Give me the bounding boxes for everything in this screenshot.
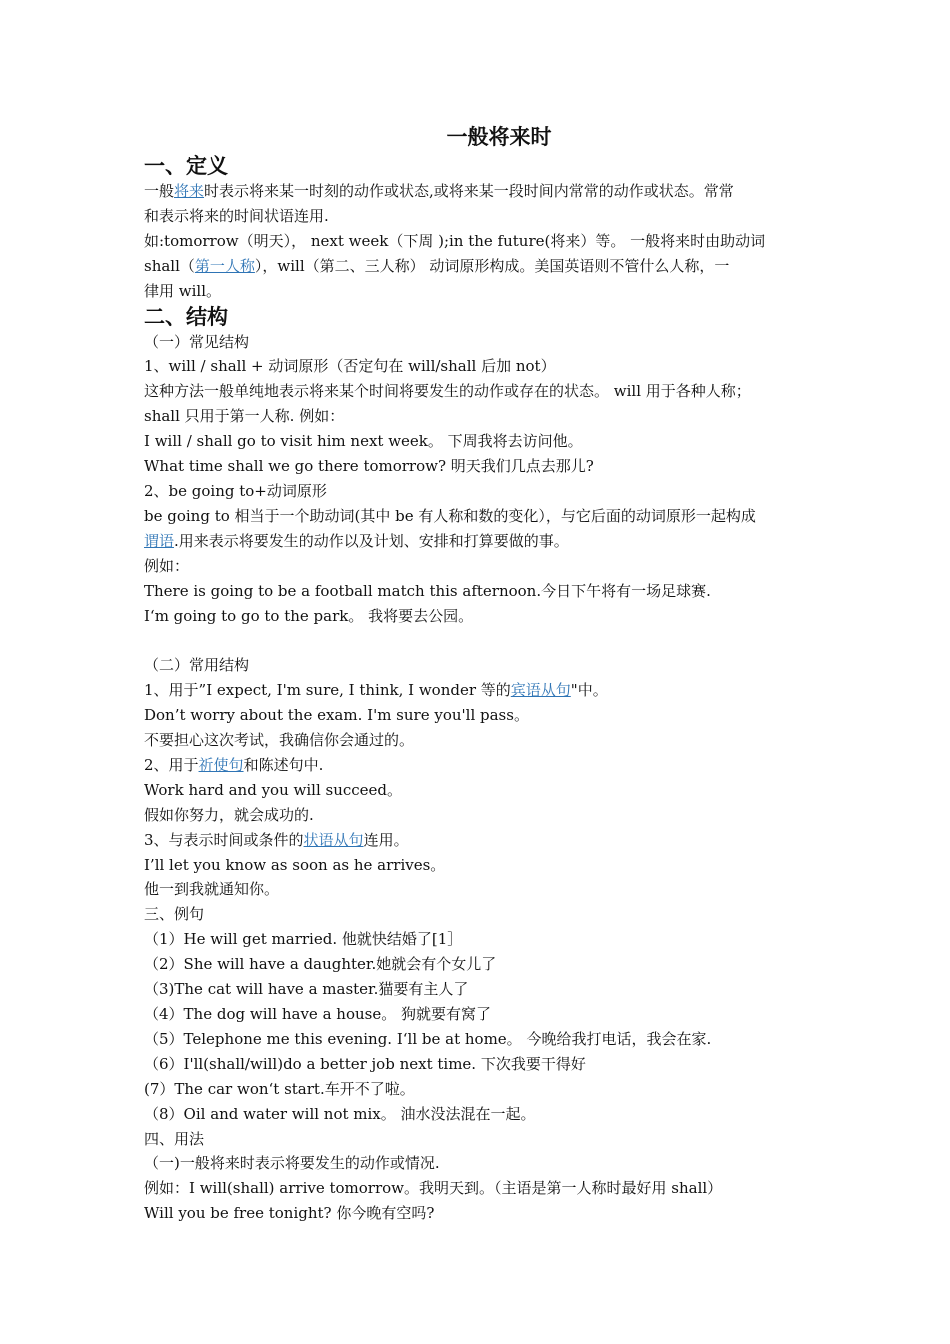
example-line: Work hard and you will succeed。	[144, 780, 403, 799]
example-line: 例如：I will(shall) arrive tomorrow。我明天到。（主语是第一人称时最好用 shall）	[144, 1179, 723, 1198]
document-title: 一般将来时	[446, 124, 552, 149]
text-span: 连用。	[363, 830, 409, 849]
example-line: I‘m going to go to the park。 我将要去公园。	[144, 606, 474, 625]
section-heading-examples: 三、例句	[144, 905, 205, 924]
document-page	[144, 121, 834, 1226]
paragraph-line	[144, 529, 834, 554]
paragraph-line: 1、will / shall + 动词原形（否定句在 will/shall 后加 not）	[144, 357, 556, 376]
paragraph-line: 2、be going to+动词原形	[144, 481, 327, 500]
text-span: ），will（第二、三人称） 动词原形构成。美国英语则不管什么人称，一	[254, 256, 730, 275]
text-span: "中。	[570, 681, 608, 700]
example-line: （5）Telephone me this evening. I‘ll be at home。 今晚给我打电话，我会在家.	[144, 1029, 712, 1048]
example-line: 不要担心这次考试，我确信你会通过的。	[144, 731, 415, 750]
example-line: （3)The cat will have a master.猫要有主人了	[144, 980, 469, 999]
example-line: 他一到我就通知你。	[144, 880, 280, 899]
section-heading-structure: 二、结构	[144, 303, 228, 329]
text-span: shall（	[144, 256, 195, 275]
example-line: There is going to be a football match this afternoon.今日下午将有一场足球赛.	[144, 581, 711, 600]
paragraph-line: 如:tomorrow（明天）， next week（下周 );in the future(将来）等。 一般将来时由助动词	[144, 231, 766, 250]
example-line: （6）I'll(shall/will)do a better job next time. 下次我要干得好	[144, 1054, 586, 1073]
example-line: （1）He will get married. 他就快结婚了[1］	[144, 930, 463, 949]
paragraph-line: 这种方法一般单纯地表示将来某个时间将要发生的动作或存在的状态。 will 用于各种人称；	[144, 382, 751, 401]
paragraph-line: be going to 相当于一个助动词(其中 be 有人称和数的变化），与它后面的动词原形一起构成	[144, 506, 756, 525]
text-span: .用来表示将要发生的动作以及计划、安排和打算要做的事。	[174, 531, 569, 550]
example-line: （4）The dog will have a house。 狗就要有窝了	[144, 1004, 491, 1023]
text-span: 一般	[144, 182, 175, 200]
example-line: (7）The car won‘t start.车开不了啦。	[144, 1079, 415, 1098]
paragraph-line	[144, 753, 834, 778]
link-imperative[interactable]: 祈使句	[198, 755, 244, 774]
example-line: 假如你努力，就会成功的.	[144, 805, 314, 824]
section-heading-definition: 一、定义	[144, 153, 228, 178]
text-span: 2、用于	[144, 755, 199, 774]
blank-line	[144, 628, 834, 653]
paragraph-line	[144, 179, 834, 204]
section-heading-usage: 四、用法	[144, 1129, 205, 1148]
example-line: What time shall we go there tomorrow? 明天我们几点去那儿?	[144, 457, 594, 476]
paragraph-line	[144, 678, 834, 703]
text-span: 1、用于”I expect, I'm sure, I think, I wonder 等的	[144, 681, 511, 700]
paragraph-line: 和表示将来的时间状语连用.	[144, 206, 329, 225]
subsection-heading: （二）常用结构	[144, 656, 250, 675]
link-object-clause[interactable]: 宾语从句	[510, 681, 571, 700]
text-span: 和陈述句中.	[243, 755, 324, 774]
example-line: Don’t worry about the exam. I'm sure you'll pass。	[144, 706, 529, 725]
text-span: 时表示将来某一时刻的动作或状态,或将来某一段时间内常常的动作或状态。常常	[204, 182, 734, 200]
example-line: Will you be free tonight? 你今晚有空吗?	[144, 1204, 435, 1223]
link-predicate[interactable]: 谓语	[144, 531, 175, 550]
subsection-heading: （一）常见结构	[144, 332, 250, 351]
example-line: I will / shall go to visit him next week。 下周我将去访问他。	[144, 432, 583, 451]
example-line: （2）She will have a daughter.她就会有个女儿了	[144, 955, 497, 974]
link-adverbial-clause[interactable]: 状语从句	[303, 830, 364, 849]
paragraph-line: 例如：	[144, 556, 190, 575]
example-line: （8）Oil and water will not mix。 油水没法混在一起。	[144, 1104, 536, 1123]
paragraph-line: （一)一般将来时表示将要发生的动作或情况.	[144, 1154, 440, 1173]
text-span: 3、与表示时间或条件的	[144, 830, 304, 849]
paragraph-line	[144, 254, 834, 279]
link-first-person[interactable]: 第一人称	[194, 256, 255, 275]
paragraph-line	[144, 828, 834, 853]
paragraph-line: shall 只用于第一人称. 例如：	[144, 407, 345, 426]
example-line: I’ll let you know as soon as he arrives。	[144, 855, 446, 874]
link-future[interactable]: 将来	[174, 182, 205, 200]
paragraph-line: 律用 will。	[144, 281, 221, 300]
